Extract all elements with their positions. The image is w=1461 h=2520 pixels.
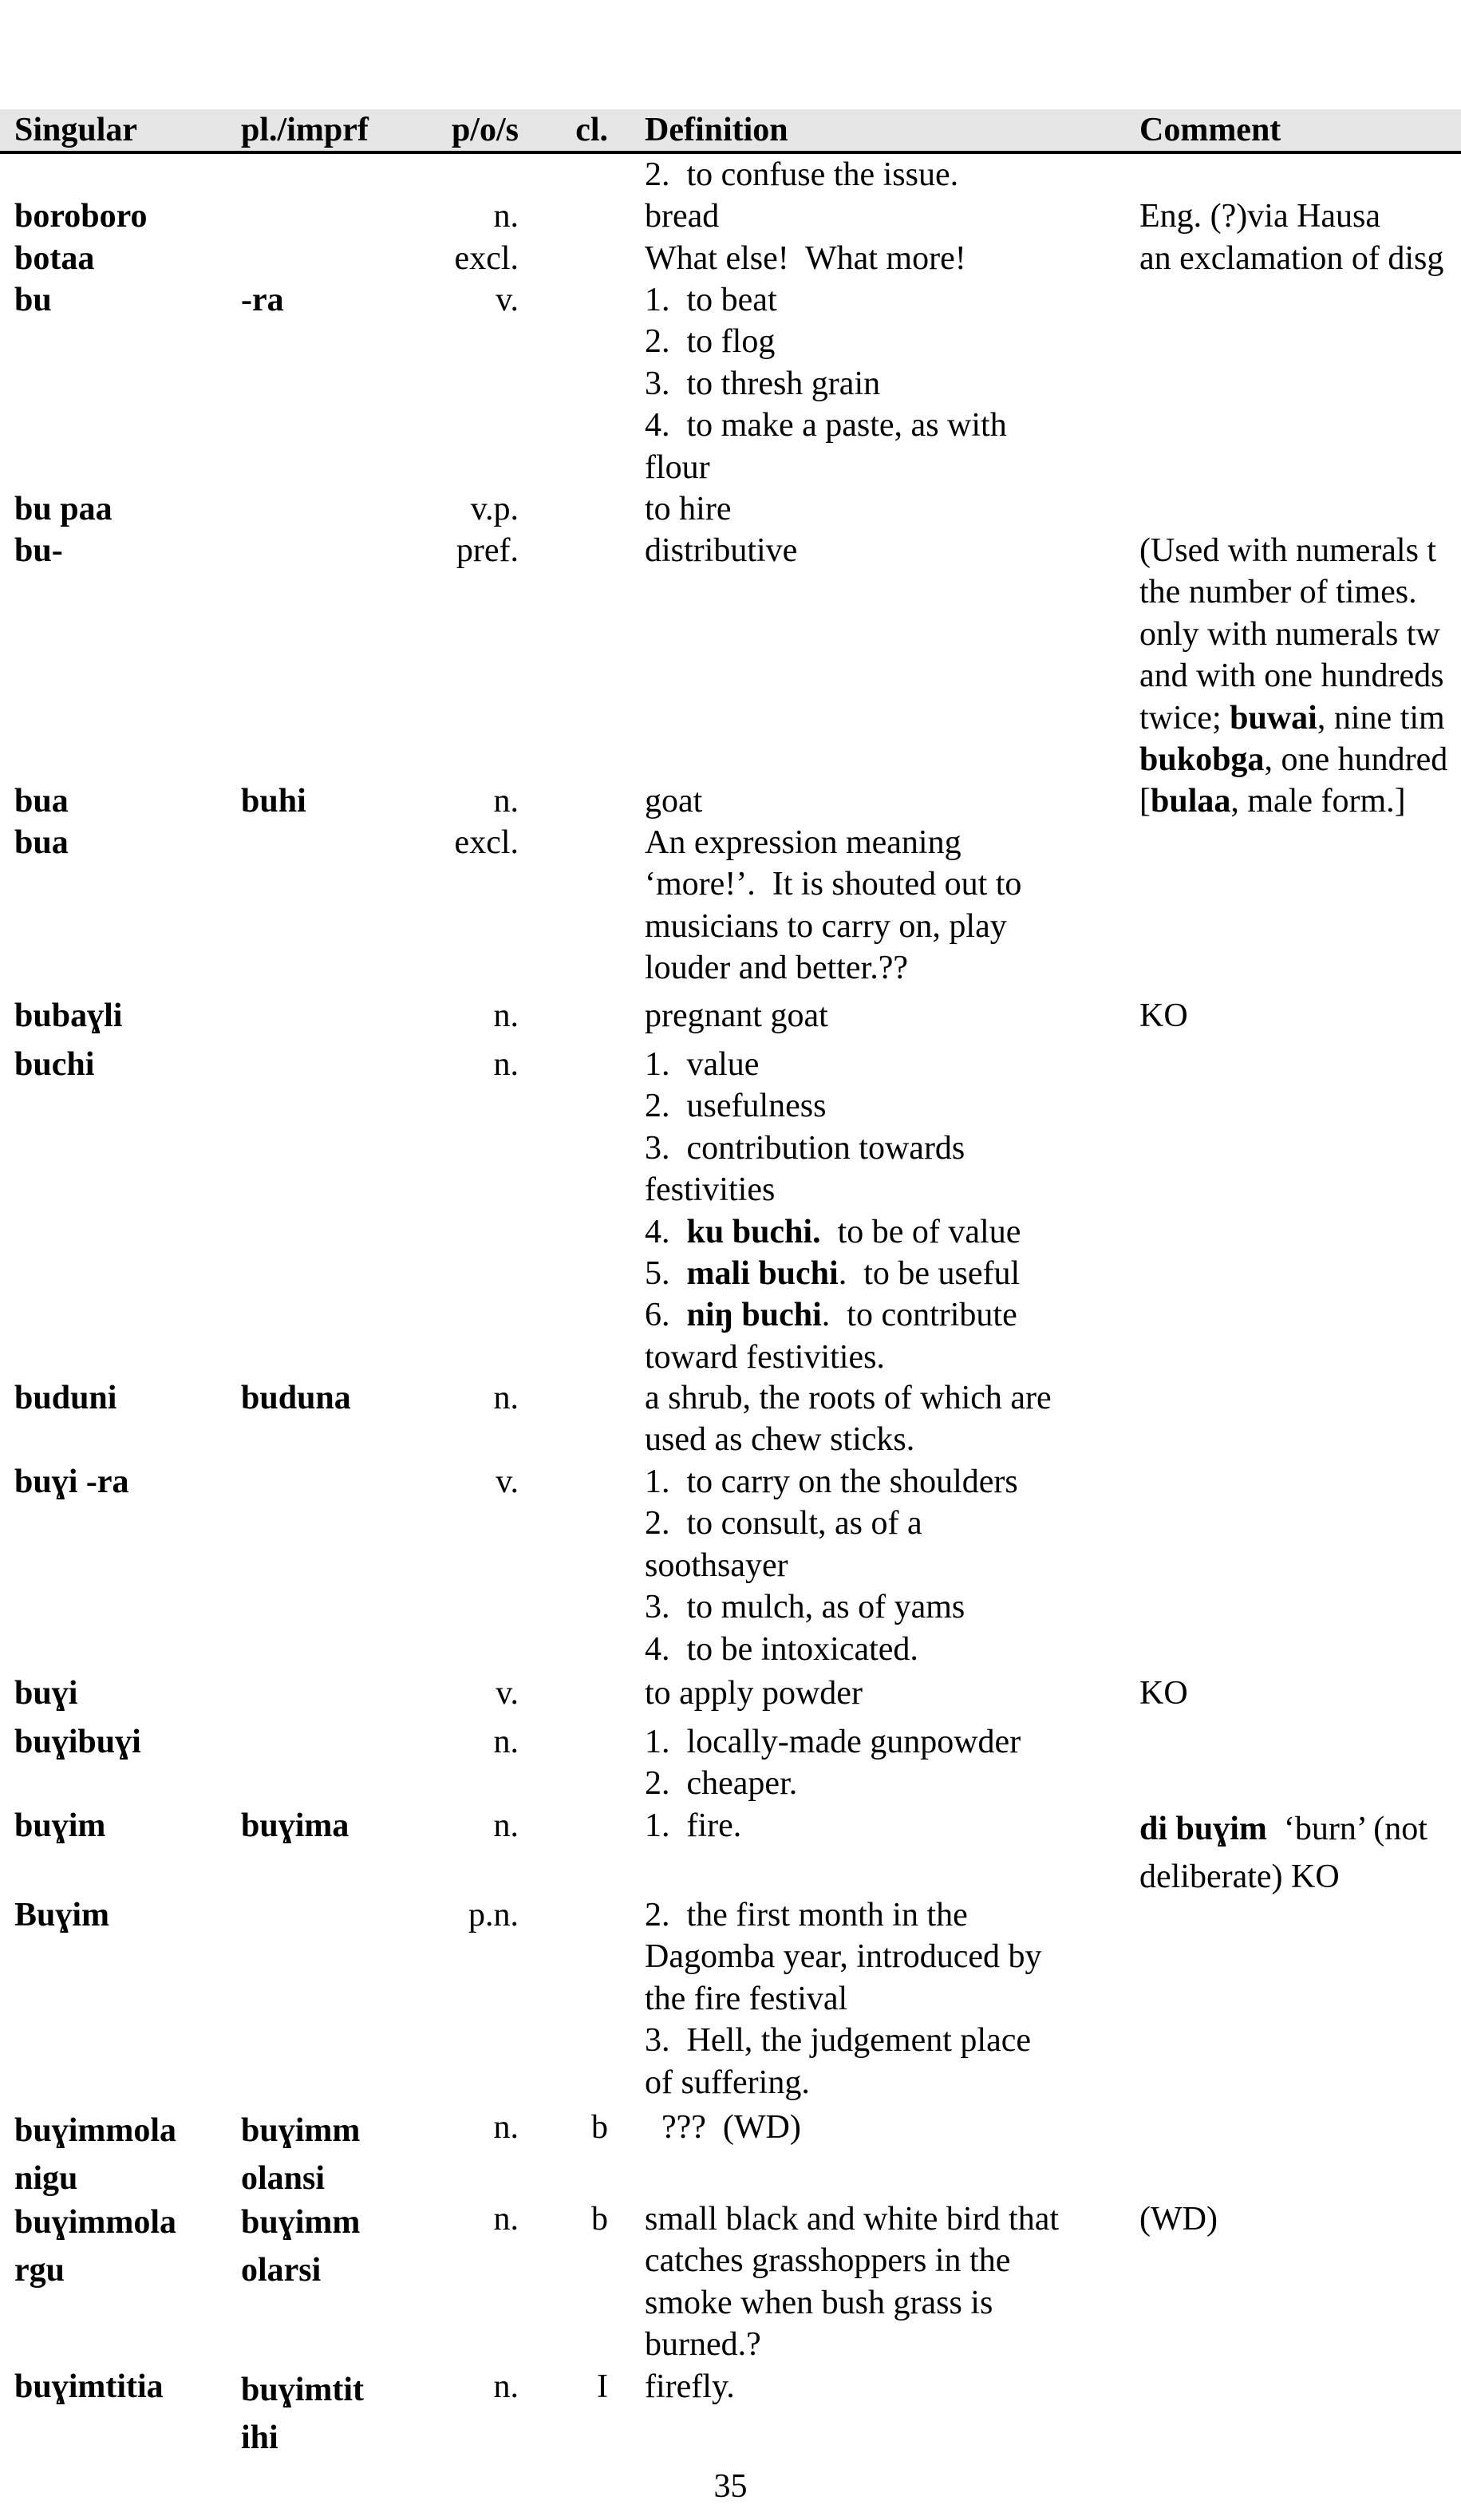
singular-cell [14,822,69,863]
text-segment: (Used with numerals t [1139,532,1437,569]
plural-cell [241,1377,351,1419]
definition-line [645,1629,1018,1670]
pos-cell: v. [496,282,519,318]
definition-line [645,1085,1021,1127]
definition-line [645,2324,1059,2365]
singular-cell [14,2107,176,2202]
pos-cell: excl. [454,824,519,861]
text-segment: ‘more!’. It is shouted out to [645,866,1022,903]
pos-cell: n. [493,1046,519,1083]
definition-line [645,363,1007,405]
plural-cell [241,1805,349,1847]
text-segment: 4. to make a paste, as with [645,407,1007,444]
definition-line [645,2282,1059,2324]
plural-cell [241,279,284,321]
header-plural: pl./imprf [241,112,369,148]
plural-text: buɣimm [241,2112,361,2149]
text-segment: to apply powder [645,1675,863,1712]
text-segment: Eng. (?)via Hausa [1139,198,1381,235]
singular-text: buɣim [14,1807,106,1844]
comment-cell [1139,780,1406,822]
header-singular: Singular [14,112,138,148]
headword-text: mali buchi [686,1255,839,1293]
comment-line [1139,655,1447,697]
definition-line [645,906,1021,947]
text-segment: An expression meaning [645,824,961,861]
comment-line [1139,2198,1218,2240]
pos-cell: n. [493,783,519,820]
definition-line [645,447,1007,488]
comment-line [1139,238,1443,279]
text-segment: (WD) [1139,2201,1218,2238]
definition-line [645,154,958,196]
text-segment: 4. [645,1213,687,1250]
singular-cell [14,1461,129,1503]
class-cell: b [591,2109,608,2146]
definition-cell [645,2366,735,2407]
text-segment: KO [1139,997,1188,1034]
singular-cell [14,1805,105,1847]
singular-text: buchi [14,1046,95,1083]
definition-line [645,1503,1018,1544]
plural-text: olansi [241,2160,326,2197]
definition-line [645,1586,1018,1628]
text-segment: soothsayer [645,1546,788,1584]
definition-cell [645,1044,1021,1378]
text-segment: smoke when bush grass is [645,2284,993,2321]
singular-cell [14,1377,116,1419]
text-segment: catches grasshoppers in the [645,2242,1011,2280]
plural-text: buɣimm [241,2204,361,2241]
plural-text: olarsi [241,2252,322,2289]
headword-text: di buɣim [1139,1811,1267,1847]
text-segment: , nine tim [1317,699,1445,737]
definition-line [645,1419,1052,1460]
definition-line [645,1978,1041,2020]
definition-cell [645,238,966,279]
pos-cell: excl. [454,240,519,277]
definition-cell [645,1894,1041,2103]
text-segment: 3. contribution towards [645,1129,965,1167]
text-segment: the number of times. [1139,574,1417,611]
comment-cell [1139,530,1447,780]
text-segment: deliberate) KO [1139,1858,1340,1895]
definition-line [645,1461,1018,1503]
text-segment: twice; [1139,699,1230,737]
definition-line [645,863,1021,905]
singular-cell [14,530,63,571]
singular-text: botaa [14,240,95,277]
definition-cell [645,1721,1021,1805]
singular-cell [14,196,147,237]
text-segment: small black and white bird that [645,2201,1060,2238]
definition-cell [645,2107,801,2148]
text-segment: , male form.] [1230,783,1406,820]
comment-cell [1139,238,1443,279]
definition-line [645,279,1007,321]
definition-line [645,196,719,237]
header-class: cl. [575,112,608,148]
definition-line [645,1253,1021,1294]
singular-cell [14,780,69,822]
comment-line [1139,1673,1188,1714]
text-segment: 1. to carry on the shoulders [645,1463,1018,1500]
text-segment: 3. Hell, the judgement place [645,2022,1032,2060]
page-number: 35 [713,2468,748,2505]
text-segment: Dagomba year, introduced by [645,1938,1042,1976]
definition-cell [645,279,1007,488]
text-segment: distributive [645,532,798,569]
text-segment: goat [645,783,703,820]
definition-line [645,1211,1021,1253]
definition-line [645,947,1021,989]
comment-line [1139,196,1380,237]
singular-cell [14,238,94,279]
comment-line [1139,571,1447,613]
plural-text: -ra [241,282,284,318]
text-segment: [ [1139,783,1151,820]
definition-line [645,1763,1021,1804]
text-segment: 6. [645,1297,687,1334]
singular-text: bu paa [14,491,113,527]
comment-line [1139,1853,1427,1901]
text-segment: pregnant goat [645,997,828,1034]
singular-text: Buɣim [14,1897,110,1933]
comment-line [1139,614,1447,655]
pos-cell: n. [493,198,519,235]
definition-line [645,1545,1018,1586]
pos-cell: n. [493,1724,519,1760]
comment-line [1139,530,1447,571]
singular-text: boroboro [14,198,148,235]
text-segment: louder and better.?? [645,950,909,987]
definition-line [645,1805,741,1847]
text-segment: burned.? [645,2326,761,2364]
definition-cell [645,995,828,1037]
definition-line [645,1377,1052,1419]
definition-line [645,1337,1021,1378]
singular-text: bua [14,783,69,820]
definition-line [645,1936,1041,1977]
text-segment: used as chew sticks. [645,1421,915,1459]
text-segment: 3. to mulch, as of yams [645,1589,965,1626]
definition-line [645,1044,1021,1085]
class-cell: b [591,2201,608,2238]
text-segment: 2. to consult, as of a [645,1505,922,1542]
text-segment: firefly. [645,2368,735,2405]
text-segment: toward festivities. [645,1338,885,1376]
comment-line [1139,1805,1427,1853]
definition-line [645,405,1007,446]
pos-cell: n. [493,1807,519,1844]
text-segment: What else! What more! [645,240,966,277]
plural-text: buɣimtit [241,2372,365,2408]
plural-text: buduna [241,1380,351,1416]
headword-text: bukobga [1139,741,1265,779]
text-segment: 2. cheaper. [645,1765,798,1803]
header-comment: Comment [1139,112,1281,148]
text-segment: 2. to flog [645,323,776,361]
text-segment: musicians to carry on, play [645,907,1007,945]
text-segment: 5. [645,1255,687,1293]
plural-text: buhi [241,783,306,820]
comment-line [1139,697,1447,739]
singular-cell [14,2198,176,2294]
definition-cell [645,780,702,822]
pos-cell: v.p. [470,491,519,527]
text-segment: ??? (WD) [645,2109,801,2146]
singular-cell [14,2366,164,2407]
text-segment: 1. locally-made gunpowder [645,1724,1021,1760]
text-segment: , one hundred [1264,741,1448,779]
singular-cell [14,1673,77,1714]
singular-text: nigu [14,2160,78,2197]
text-segment: . to be useful [838,1255,1021,1293]
pos-cell: p.n. [468,1897,519,1933]
definition-line [645,238,966,279]
pos-cell: n. [493,2109,519,2146]
definition-line [645,1894,1041,1936]
text-segment: the fire festival [645,1980,848,2017]
singular-text: buɣimmola [14,2112,177,2149]
definition-line [645,1673,863,1714]
singular-cell [14,1894,109,1936]
text-segment: flour [645,448,710,486]
plural-text: buɣima [241,1807,349,1844]
definition-cell [645,2198,1059,2366]
headword-text: ku buchi. [686,1213,821,1250]
text-segment: an exclamation of disg [1139,240,1444,277]
definition-cell [645,530,797,571]
comment-line [1139,995,1188,1037]
singular-cell [14,279,52,321]
definition-line [645,995,828,1037]
text-segment: KO [1139,1675,1188,1712]
singular-text: buɣimtitia [14,2368,164,2405]
comment-cell [1139,995,1188,1037]
comment-line [1139,739,1447,780]
singular-cell [14,488,113,530]
definition-line [645,2366,735,2407]
definition-cell [645,196,719,237]
plural-text: ihi [241,2419,278,2456]
headword-text: buwai [1230,699,1317,737]
text-segment: 1. fire. [645,1807,742,1844]
table-header [0,109,1461,154]
definition-line [645,2107,801,2148]
text-segment: 2. to confuse the issue. [645,156,959,193]
definition-cell [645,1673,863,1714]
text-segment: 3. to thresh grain [645,365,881,402]
definition-cell [645,1377,1052,1461]
pos-cell: n. [493,997,519,1034]
header-pos: p/o/s [451,112,519,148]
text-segment: 2. usefulness [645,1088,827,1125]
singular-text: bua [14,824,69,861]
singular-text: buɣi -ra [14,1463,129,1500]
definition-line [645,321,1007,362]
singular-text: bu [14,282,52,318]
singular-text: buɣimmola [14,2204,177,2241]
definition-line [645,1721,1021,1763]
comment-cell [1139,2198,1218,2240]
definition-line [645,488,731,530]
definition-line [645,530,797,571]
singular-text: bu- [14,532,63,569]
comment-cell [1139,1805,1427,1901]
definition-line [645,2062,1041,2103]
definition-cell [645,822,1021,989]
pos-cell: n. [493,2368,519,2405]
text-segment: 1. to beat [645,282,777,318]
pos-cell: n. [493,2201,519,2238]
comment-line [1139,780,1406,822]
definition-line [645,2240,1059,2281]
definition-line [645,1169,1021,1211]
singular-text: bubaɣli [14,997,123,1034]
text-segment: 4. to be intoxicated. [645,1630,918,1668]
singular-text: buɣi [14,1675,78,1712]
header-definition: Definition [645,112,788,148]
plural-cell [241,2107,360,2202]
singular-cell [14,995,122,1037]
singular-text: rgu [14,2252,65,2289]
definition-line [645,822,1021,863]
comment-cell [1139,1673,1188,1714]
plural-cell [241,2366,364,2462]
text-segment: 2. the first month in the [645,1897,968,1933]
text-segment: only with numerals tw [1139,615,1440,653]
class-cell: I [597,2368,608,2405]
pos-cell: v. [496,1463,519,1500]
text-segment: bread [645,198,720,235]
headword-text: bulaa [1151,783,1231,820]
singular-text: buɣibuɣi [14,1724,141,1760]
pos-cell: v. [496,1675,519,1712]
definition-line [645,2198,1059,2240]
definition-line [645,2020,1041,2061]
text-segment: ‘burn’ (not [1266,1811,1427,1847]
definition-line [645,780,702,822]
definition-line [645,1294,1021,1336]
plural-cell [241,2198,360,2294]
pos-cell: pref. [456,532,519,569]
pos-cell: n. [493,1380,519,1416]
plural-cell [241,780,306,822]
definition-cell [645,154,958,196]
text-segment: festivities [645,1171,776,1209]
text-segment: a shrub, the roots of which are [645,1380,1052,1416]
text-segment: to be of value [820,1213,1021,1250]
text-segment: of suffering. [645,2064,810,2101]
definition-cell [645,1461,1018,1670]
comment-cell [1139,196,1380,237]
singular-cell [14,1044,94,1085]
definition-line [645,1128,1021,1169]
text-segment: . to contribute [821,1297,1017,1334]
text-segment: and with one hundreds [1139,658,1444,695]
text-segment: to hire [645,491,732,527]
singular-cell [14,1721,141,1763]
text-segment: 1. value [645,1046,760,1083]
singular-text: buduni [14,1380,117,1416]
definition-cell [645,488,731,530]
definition-cell [645,1805,741,1847]
headword-text: niŋ buchi [686,1297,822,1334]
